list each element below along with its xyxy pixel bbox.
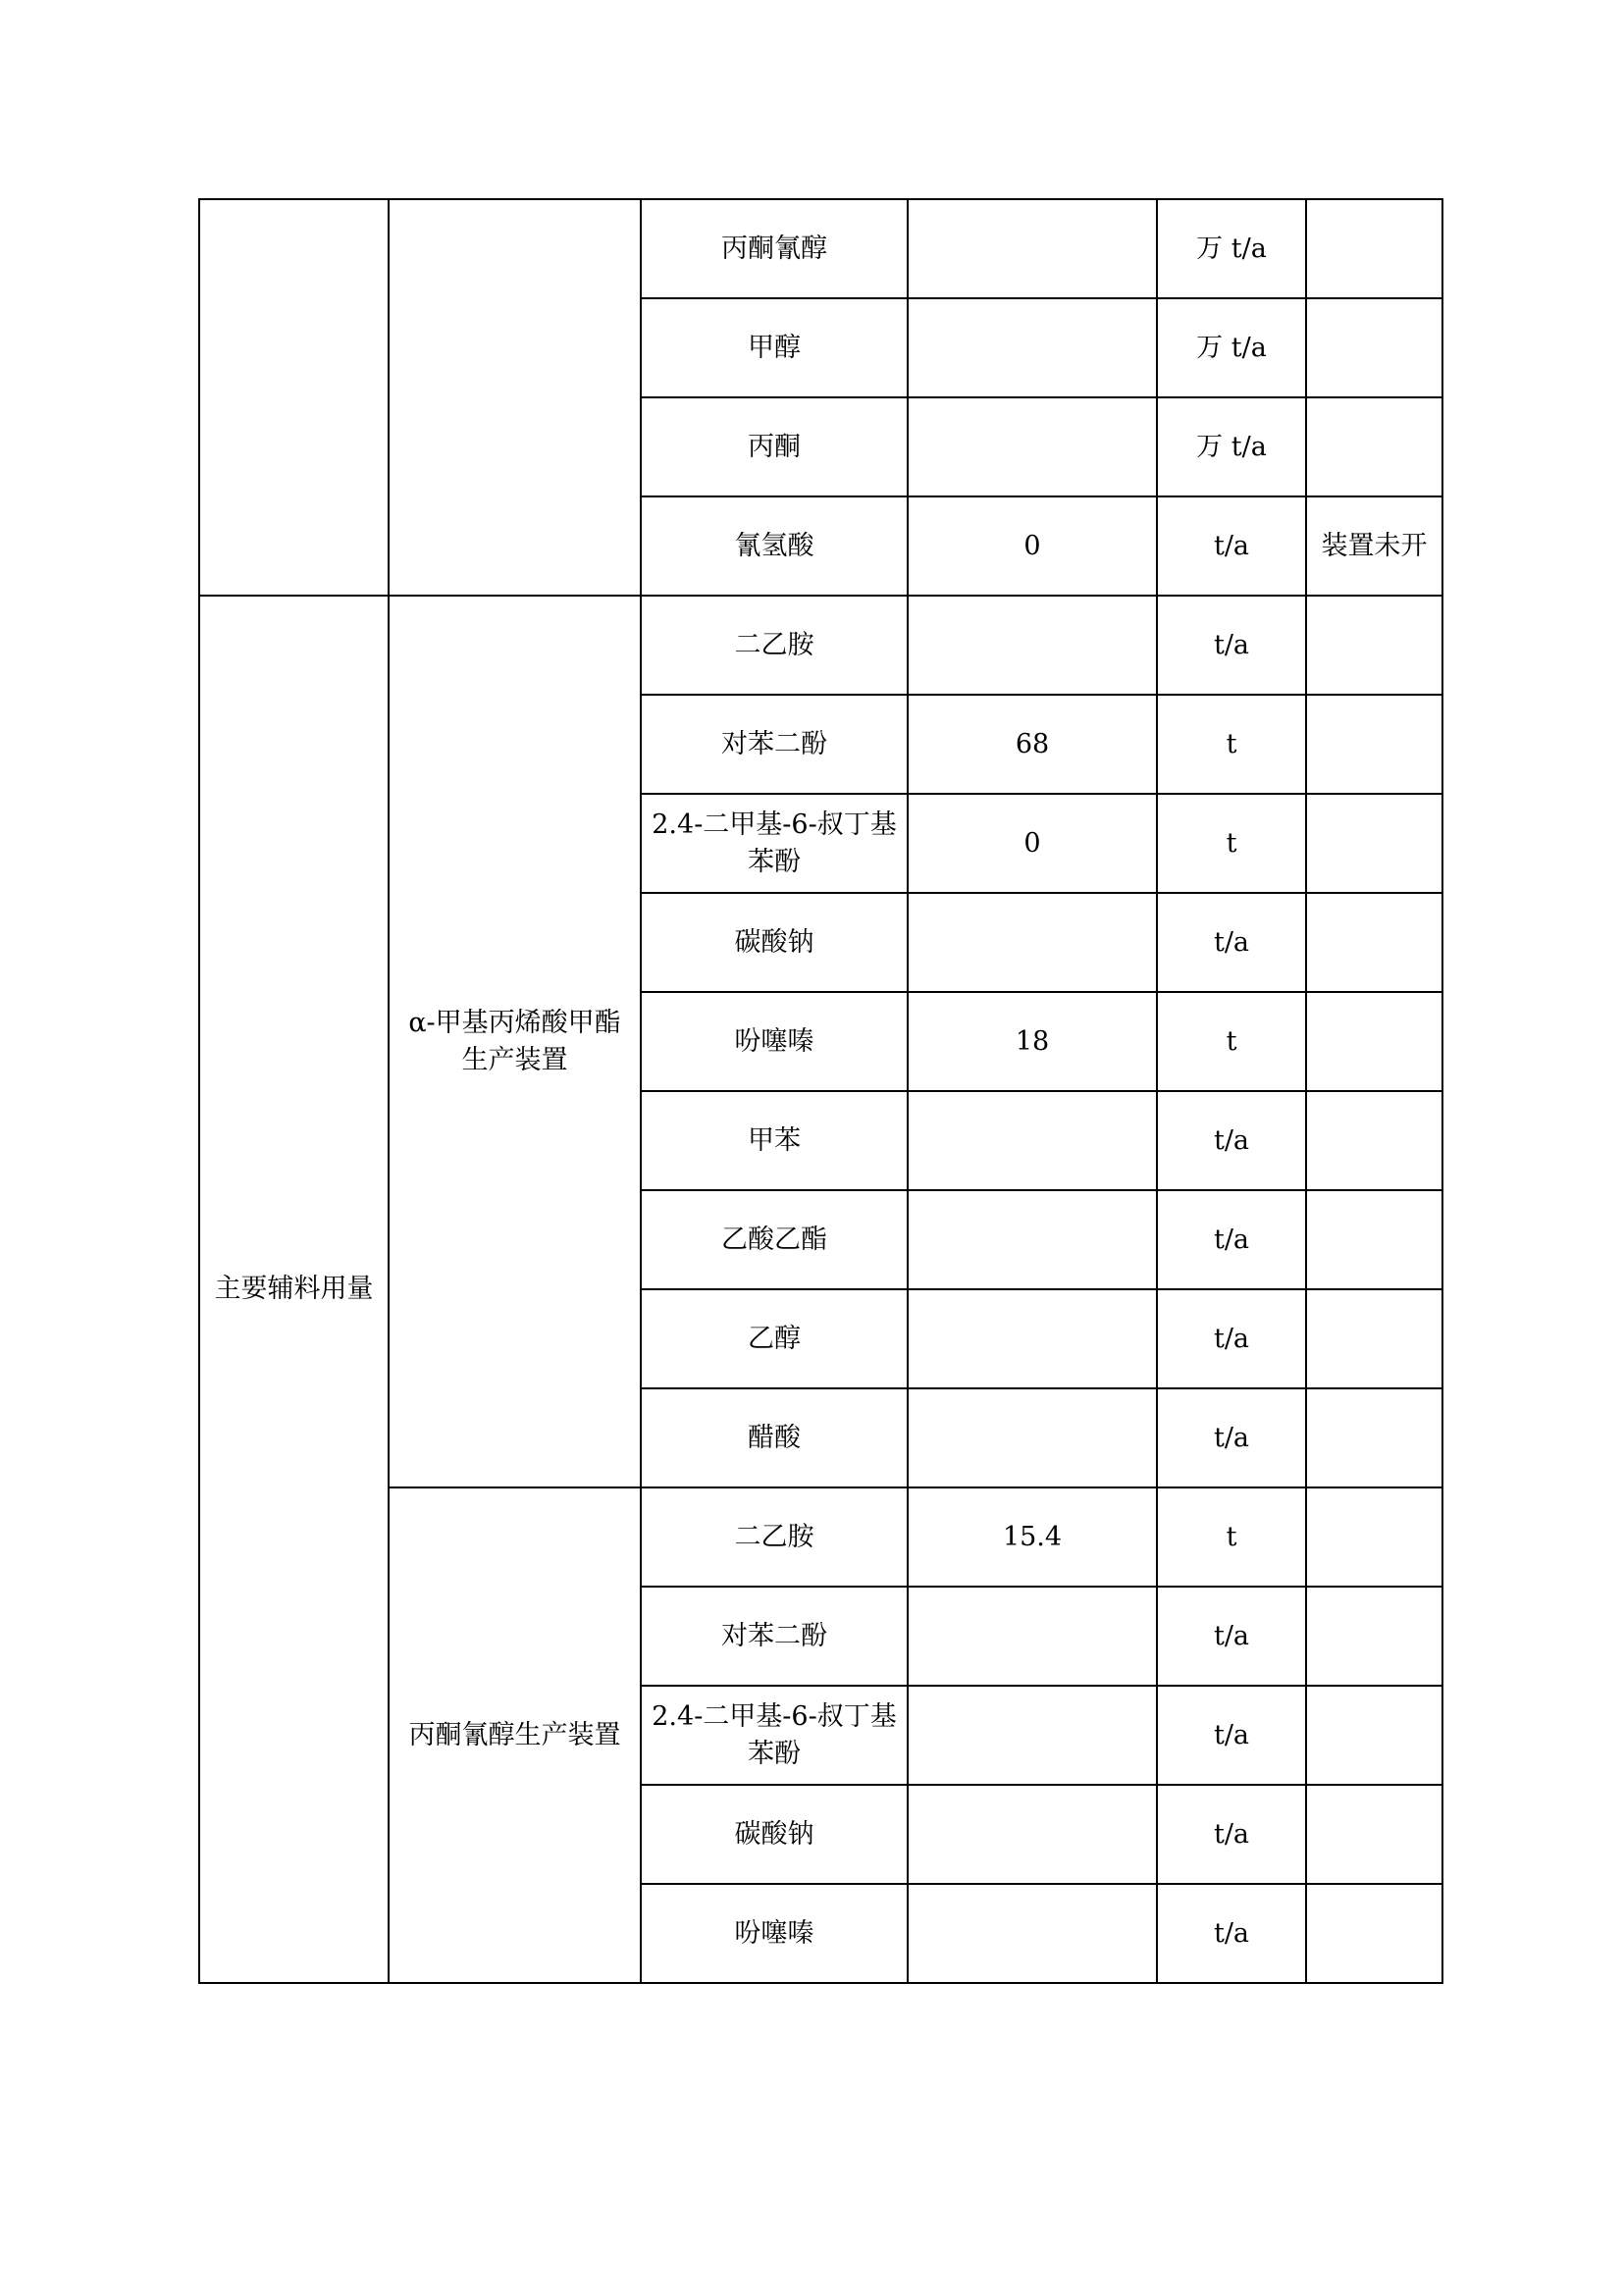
note-cell [1306, 1587, 1442, 1686]
item-cell: 吩噻嗪 [641, 992, 908, 1091]
item-cell: 对苯二酚 [641, 695, 908, 794]
unit-measure-cell: t [1157, 794, 1306, 893]
item-cell: 甲苯 [641, 1091, 908, 1190]
value-cell: 18 [908, 992, 1157, 1091]
note-cell [1306, 1884, 1442, 1983]
item-cell: 吩噻嗪 [641, 1884, 908, 1983]
unit-measure-cell: t [1157, 1487, 1306, 1587]
production-unit-cell: α-甲基丙烯酸甲酯生产装置 [389, 596, 641, 1487]
note-cell [1306, 695, 1442, 794]
note-cell [1306, 1388, 1442, 1487]
table-row [199, 199, 1442, 298]
unit-measure-cell: t [1157, 695, 1306, 794]
unit-measure-cell: t/a [1157, 893, 1306, 992]
table-row [199, 596, 1442, 695]
unit-measure-cell: t/a [1157, 496, 1306, 596]
value-cell [908, 596, 1157, 695]
item-cell: 氰氢酸 [641, 496, 908, 596]
unit-measure-cell: t/a [1157, 1289, 1306, 1388]
item-cell: 2.4-二甲基-6-叔丁基苯酚 [641, 794, 908, 893]
category-cell: 主要辅料用量 [199, 596, 389, 1983]
production-unit-cell: 丙酮氰醇生产装置 [389, 1487, 641, 1983]
value-cell [908, 1388, 1157, 1487]
value-cell [908, 1289, 1157, 1388]
value-cell [908, 893, 1157, 992]
value-cell: 0 [908, 794, 1157, 893]
value-cell [908, 199, 1157, 298]
value-cell: 68 [908, 695, 1157, 794]
item-cell: 对苯二酚 [641, 1587, 908, 1686]
unit-measure-cell: t/a [1157, 1785, 1306, 1884]
note-cell [1306, 794, 1442, 893]
item-cell: 2.4-二甲基-6-叔丁基苯酚 [641, 1686, 908, 1785]
item-cell: 碳酸钠 [641, 893, 908, 992]
unit-measure-cell: 万 t/a [1157, 397, 1306, 496]
item-cell: 乙酸乙酯 [641, 1190, 908, 1289]
unit-measure-cell: 万 t/a [1157, 298, 1306, 397]
note-cell [1306, 1190, 1442, 1289]
item-cell: 碳酸钠 [641, 1785, 908, 1884]
unit-measure-cell: t/a [1157, 1686, 1306, 1785]
note-cell [1306, 893, 1442, 992]
note-cell [1306, 596, 1442, 695]
item-cell: 乙醇 [641, 1289, 908, 1388]
unit-measure-cell: t/a [1157, 1388, 1306, 1487]
item-cell: 甲醇 [641, 298, 908, 397]
note-cell [1306, 1289, 1442, 1388]
value-cell [908, 1190, 1157, 1289]
item-cell: 二乙胺 [641, 596, 908, 695]
value-cell [908, 1785, 1157, 1884]
value-cell [908, 1091, 1157, 1190]
note-cell: 装置未开 [1306, 496, 1442, 596]
note-cell [1306, 992, 1442, 1091]
note-cell [1306, 298, 1442, 397]
unit-measure-cell: t/a [1157, 1091, 1306, 1190]
unit-measure-cell: t [1157, 992, 1306, 1091]
unit-measure-cell: t/a [1157, 1190, 1306, 1289]
unit-measure-cell: 万 t/a [1157, 199, 1306, 298]
value-cell: 15.4 [908, 1487, 1157, 1587]
unit-measure-cell: t/a [1157, 1884, 1306, 1983]
item-cell: 二乙胺 [641, 1487, 908, 1587]
note-cell [1306, 1091, 1442, 1190]
item-cell: 醋酸 [641, 1388, 908, 1487]
value-cell [908, 1884, 1157, 1983]
materials-table [198, 198, 1443, 1984]
value-cell [908, 1587, 1157, 1686]
note-cell [1306, 397, 1442, 496]
item-cell: 丙酮氰醇 [641, 199, 908, 298]
category-cell-empty [199, 199, 389, 596]
value-cell: 0 [908, 496, 1157, 596]
item-cell: 丙酮 [641, 397, 908, 496]
value-cell [908, 1686, 1157, 1785]
note-cell [1306, 1686, 1442, 1785]
value-cell [908, 298, 1157, 397]
unit-measure-cell: t/a [1157, 596, 1306, 695]
note-cell [1306, 199, 1442, 298]
note-cell [1306, 1785, 1442, 1884]
unit-cell-empty [389, 199, 641, 596]
note-cell [1306, 1487, 1442, 1587]
unit-measure-cell: t/a [1157, 1587, 1306, 1686]
value-cell [908, 397, 1157, 496]
